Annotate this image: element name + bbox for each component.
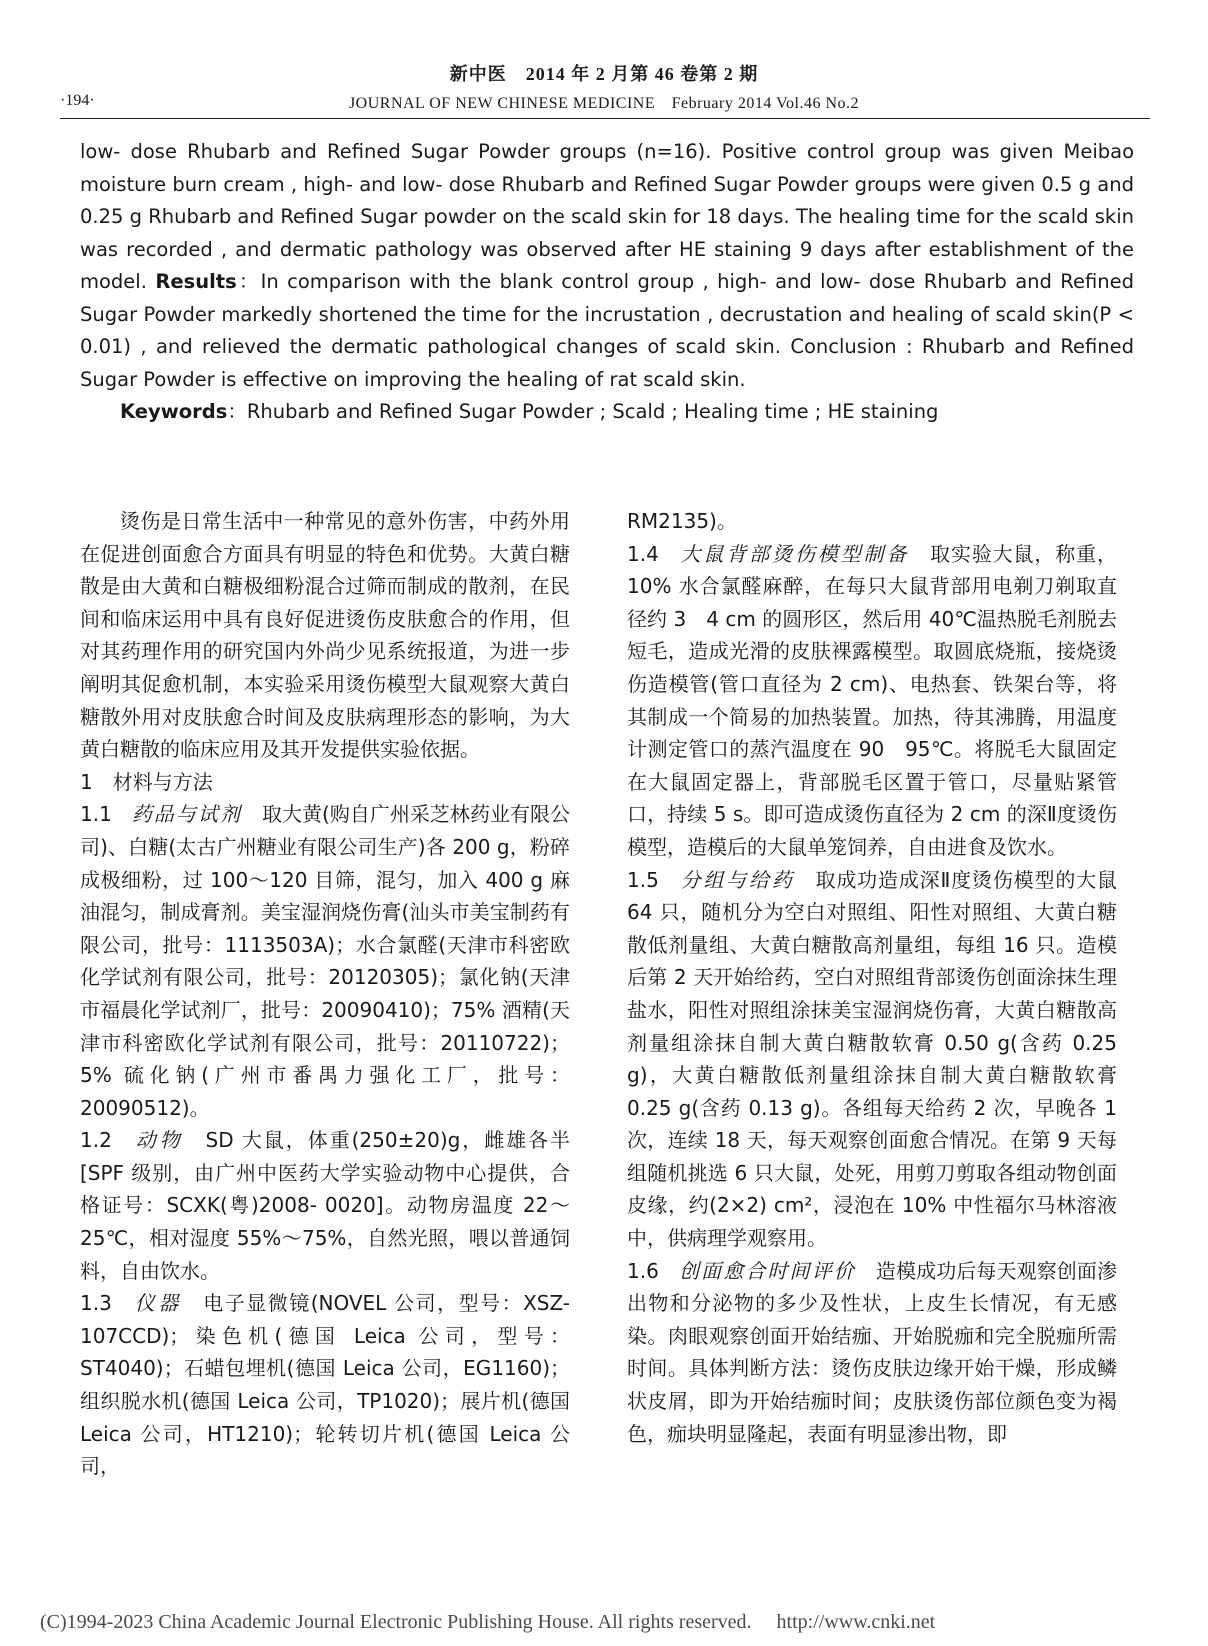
- subsection-text: 造模成功后每天观察创面渗出物和分泌物的多少及性状，上皮生长情况，有无感染。肉眼观察创面开始结痂、开始脱痂和完全脱痂所需时间。具体判断方法：烫伤皮肤边缘开始干燥，形成鳞状皮屑，即为开始结痂时间；皮肤烫伤部位颜色变为褐色，痂块明显隆起，表面有明显渗出物，即: [627, 1258, 1118, 1446]
- right-column: [627, 505, 1117, 1450]
- continued-text: RM2135)。: [627, 509, 737, 533]
- page-number: ·194·: [60, 92, 95, 109]
- subsection-text: 取大黄(购自广州采芝林药业有限公司)、白糖(太古广州糖业有限公司生产)各 200 g，粉碎成极细粉，过 100～120 目筛，混匀，加入 400 g 麻油混匀，制成膏剂。美宝湿润烧伤膏(汕头市美宝制药有限公司，批号：1113503A)；水合氯醛(天津市科密欧化学试剂有限公司，批号：20120305)；氯化钠(天津市福晨化学试剂厂，批号：20090410)；75% 酒精(天津市科密欧化学试剂有限公司，批号：20110722)；5% 硫化钠(广州市番禺力强化工厂，批号：20090512)。: [80, 802, 571, 1120]
- subsection-title: 分组与给药: [680, 867, 795, 892]
- intro-paragraph: 烫伤是日常生活中一种常见的意外伤害，中药外用在促进创面愈合方面具有明显的特色和优势。大黄白糖散是由大黄和白糖极细粉混合过筛而制成的散剂，在民间和临床运用中具有良好促进烫伤皮肤愈合的作用，但对其药理作用的研究国内外尚少见系统报道，为进一步阐明其促愈机制，本实验采用烫伤模型大鼠观察大黄白糖散外用对皮肤愈合时间及皮肤病理形态的影响，为大黄白糖散的临床应用及其开发提供实验依据。: [80, 509, 570, 762]
- left-column: [80, 505, 570, 1483]
- keywords-label: Keywords: [120, 400, 228, 423]
- copyright-footer: (C)1994-2023 China Academic Journal Electronic Publishing House. All rights reserved. http://www.cnki.net: [40, 1611, 936, 1633]
- subsection-1-1: [80, 798, 570, 1124]
- subsection-number: 1.6: [627, 1258, 659, 1283]
- subsection-1-6: [627, 1255, 1117, 1451]
- subsection-title: 药品与试剂: [131, 802, 242, 827]
- subsection-1-3: [80, 1287, 570, 1483]
- subsection-number: 1.2: [80, 1128, 112, 1153]
- subsection-number: 1.3: [80, 1291, 112, 1316]
- abstract-text-b: ：In comparison with the blank control group , high- and low- dose Rhubarb and Refined Sugar Powder markedly shortened the time for the incrustation , decrustation and healing of scald skin(P < 0.01) , and relieved the dermatic pathological changes of scald skin. Conclusion : Rhubarb and Refined Sugar Powder is effective on improving the healing of rat scald skin.: [80, 270, 1134, 391]
- keywords-line: [80, 396, 1134, 429]
- subsection-title: 创面愈合时间评价: [679, 1258, 856, 1283]
- journal-title-en: JOURNAL OF NEW CHINESE MEDICINE February 2014 Vol.46 No.2: [348, 95, 860, 112]
- subsection-text: 取实验大鼠，称重，10% 水合氯醛麻醉，在每只大鼠背部用电剃刀剃取直径约 3 4 cm 的圆形区，然后用 40℃温热脱毛剂脱去短毛，造成光滑的皮肤裸露模型。取圆底烧瓶，接烧烫伤造模管(管口直径为 2 cm)、电热套、铁架台等，将其制成一个简易的加热装置。加热，待其沸腾，用温度计测定管口的蒸汽温度在 90 95℃。将脱毛大鼠固定在大鼠固定器上，背部脱毛区置于管口，尽量贴紧管口，持续 5 s。即可造成烫伤直径为 2 cm 的深Ⅱ度烫伤模型，造模后的大鼠单笼饲养，自由进食及饮水。: [627, 541, 1118, 859]
- keywords-text: ：Rhubarb and Refined Sugar Powder ; Scald ; Healing time ; HE staining: [227, 400, 939, 423]
- subsection-number: 1.1: [80, 802, 112, 827]
- results-label: Results: [155, 270, 237, 293]
- subsection-title: 大鼠背部烫伤模型制备: [680, 541, 910, 566]
- subsection-1-4: [627, 538, 1117, 864]
- abstract-paragraph: [80, 136, 1134, 396]
- subsection-number: 1.4: [627, 541, 659, 566]
- subsection-text: 取成功造成深Ⅱ度烫伤模型的大鼠 64 只，随机分为空白对照组、阳性对照组、大黄白糖散低剂量组、大黄白糖散高剂量组，每组 16 只。造模后第 2 天开始给药，空白对照组背部烫伤创面涂抹生理盐水，阳性对照组涂抹美宝湿润烧伤膏，大黄白糖散高剂量组涂抹自制大黄白糖散软膏 0.50 g(含药 0.25 g)，大黄白糖散低剂量组涂抹自制大黄白糖散软膏 0.25 g(含药 0.13 g)。各组每天给药 2 次，早晚各 1 次，连续 18 天，每天观察创面愈合情况。在第 9 天每组随机挑选 6 只大鼠，处死，用剪刀剪取各组动物创面皮缘，约(2×2) cm²，浸泡在 10% 中性福尔马林溶液中，供病理学观察用。: [627, 867, 1118, 1251]
- section-heading-materials: 1 材料与方法: [80, 769, 213, 794]
- header-divider: [60, 118, 1150, 119]
- abstract-text-a: low- dose Rhubarb and Refined Sugar Powder groups (n=16). Positive control group was given Meibao moisture burn cream , high- and low- dose Rhubarb and Refined Sugar Powder groups were given 0.5 g and 0.25 g Rhubarb and Refined Sugar powder on the scald skin for 18 days. The healing time for the scald skin was recorded , and dermatic pathology was observed after HE staining 9 days after establishment of the model.: [80, 140, 1134, 293]
- subsection-number: 1.5: [627, 867, 659, 892]
- subsection-text: SD 大鼠，体重(250±20)g，雌雄各半[SPF 级别，由广州中医药大学实验动物中心提供，合格证号：SCXK(粤)2008- 0020]。动物房温度 22～25℃，相对湿度 55%～75%，自然光照，喂以普通饲料，自由饮水。: [80, 1128, 571, 1283]
- subsection-text: 电子显微镜(NOVEL 公司，型号：XSZ- 107CCD)；染色机(德国 Leica 公司，型号：ST4040)；石蜡包埋机(德国 Leica 公司，EG1160)；组织脱水机(德国 Leica 公司，TP1020)；展片机(德国 Leica 公司，HT1210)；轮转切片机(德国 Leica 公司，: [80, 1291, 571, 1479]
- subsection-title: 仪器: [134, 1291, 182, 1316]
- page-header: [0, 0, 1208, 120]
- subsection-1-5: [627, 864, 1117, 1255]
- journal-title-cn: 新中医 2014 年 2 月第 46 卷第 2 期: [449, 64, 759, 84]
- subsection-title: 动物: [135, 1128, 184, 1153]
- subsection-1-2: [80, 1124, 570, 1287]
- abstract-block: [80, 136, 1134, 429]
